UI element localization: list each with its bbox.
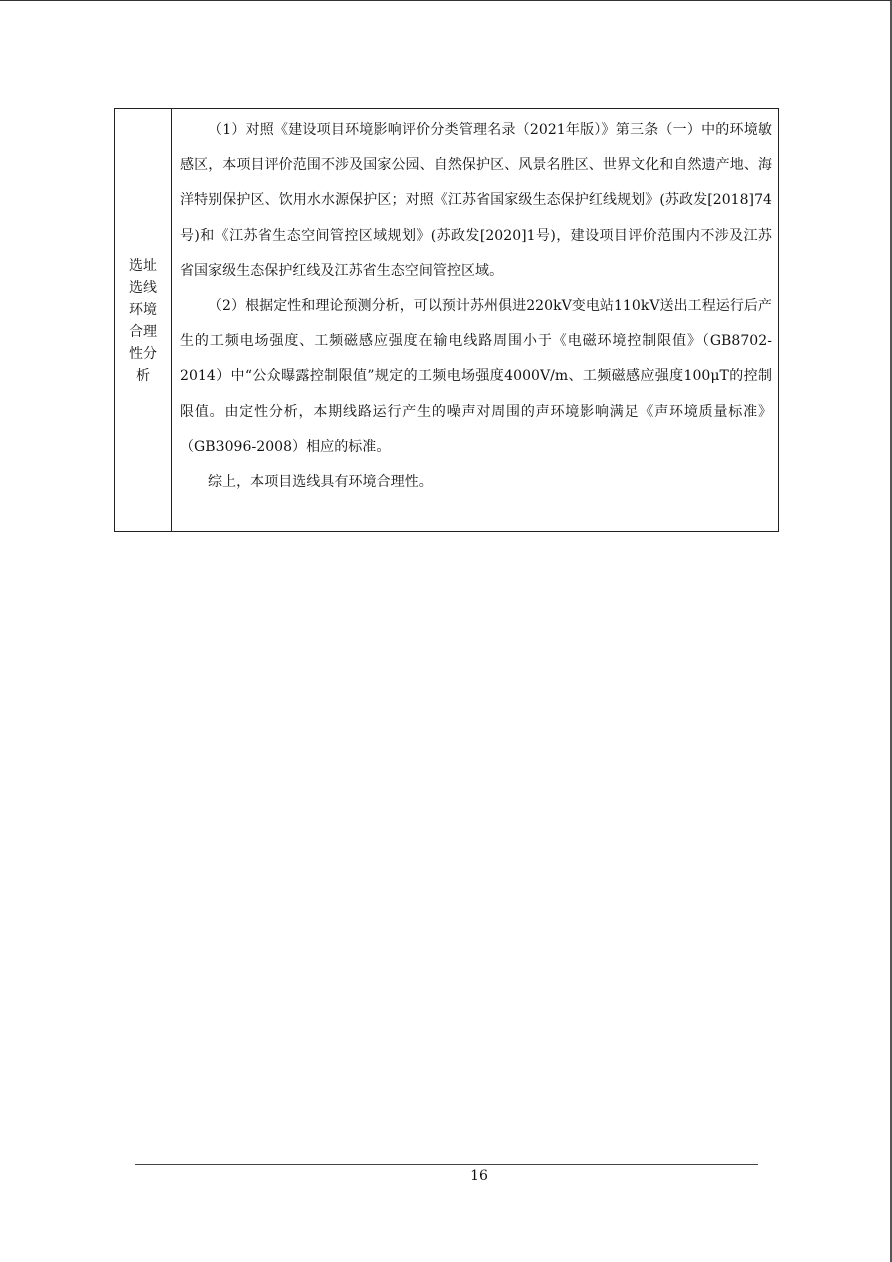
row-label: 选址选线环境合理性分析 [129, 258, 157, 384]
page-number: 16 [470, 1168, 488, 1184]
paragraph-2: （2）根据定性和理论预测分析，可以预计苏州俱进220kV变电站110kV送出工程运行后产生的工频电场强度、工频磁感应强度在输电线路周围小于《电磁环境控制限值》（GB8702-2014）中“公众曝露控制限值”规定的工频电场强度4000V/m、工频磁感应强度100μT的控制限值。由定性分析，本期线路运行产生的噪声对周围的声环境影响满足《声环境质量标准》（GB3096-2008）相应的标准。 [180, 298, 772, 455]
paragraph-1: （1）对照《建设项目环境影响评价分类管理名录（2021年版）》第三条（一）中的环境敏感区，本项目评价范围不涉及国家公园、自然保护区、风景名胜区、世界文化和自然遗产地、海洋特别保护区、饮用水水源保护区；对照《江苏省国家级生态保护红线规划》(苏政发[2018]74号)和《江苏省生态空间管控区域规划》(苏政发[2020]1号)，建设项目评价范围内不涉及江苏省国家级生态保护红线及江苏省生态空间管控区域。 [180, 122, 772, 279]
label-cell [115, 109, 172, 531]
paragraph-conclusion: 综上，本项目选线具有环境合理性。 [208, 474, 433, 491]
content-cell [172, 109, 778, 531]
footer-divider [135, 1164, 758, 1165]
analysis-table [114, 108, 779, 532]
